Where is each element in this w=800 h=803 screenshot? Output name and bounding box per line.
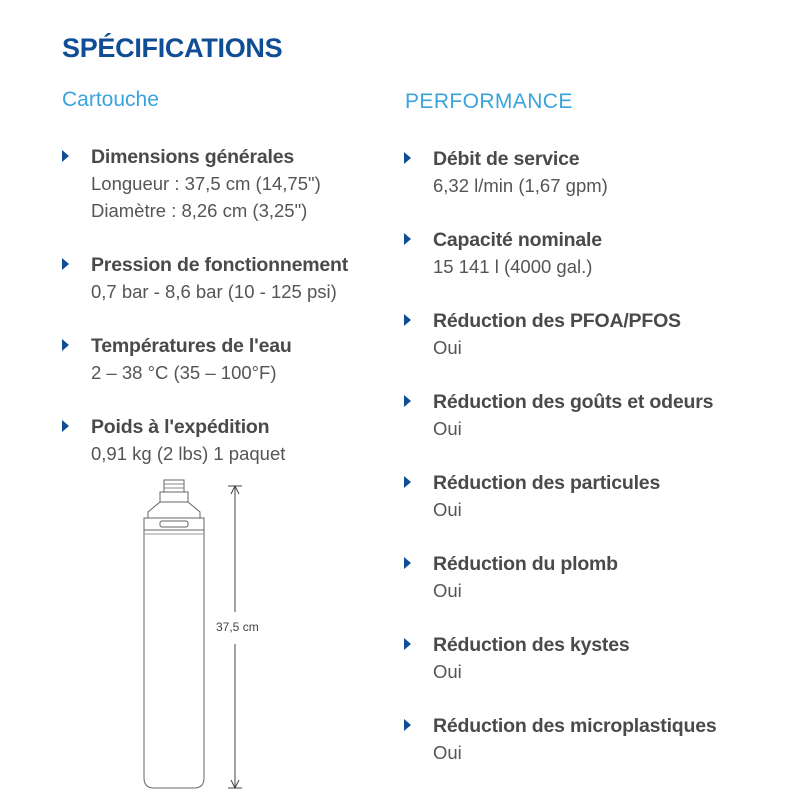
perf-value: Oui: [433, 661, 462, 682]
perf-label: Débit de service: [433, 148, 580, 170]
cartridge-diagram: [130, 478, 260, 798]
spec-value: Diamètre : 8,26 cm (3,25"): [91, 200, 308, 221]
bullet-arrow-icon: [62, 258, 69, 270]
performance-heading: PERFORMANCE: [405, 90, 573, 113]
bullet-arrow-icon: [404, 476, 411, 488]
spec-value: 0,7 bar - 8,6 bar (10 - 125 psi): [91, 281, 337, 302]
bullet-arrow-icon: [404, 152, 411, 164]
spec-value: Longueur : 37,5 cm (14,75"): [91, 173, 321, 194]
bullet-arrow-icon: [404, 233, 411, 245]
bullet-arrow-icon: [404, 395, 411, 407]
perf-value: Oui: [433, 580, 462, 601]
perf-label: Réduction des goûts et odeurs: [433, 391, 714, 413]
cartridge-shoulder: [148, 502, 200, 518]
spec-value: 0,91 kg (2 lbs) 1 paquet: [91, 443, 286, 464]
cartridge-body: [144, 530, 204, 788]
perf-value: Oui: [433, 499, 462, 520]
cartridge-neck: [160, 492, 188, 502]
cartridge-band: [144, 518, 204, 530]
page-title: SPÉCIFICATIONS: [62, 33, 283, 63]
spec-label: Températures de l'eau: [91, 335, 292, 357]
perf-label: Réduction des microplastiques: [433, 715, 717, 737]
bullet-arrow-icon: [404, 557, 411, 569]
dimension-label: 37,5 cm: [216, 620, 288, 634]
perf-value: Oui: [433, 742, 462, 763]
perf-value: 15 141 l (4000 gal.): [433, 256, 593, 277]
bullet-arrow-icon: [62, 420, 69, 432]
cartridge-cap: [164, 480, 184, 492]
perf-label: Capacité nominale: [433, 229, 602, 251]
spec-value: 2 – 38 °C (35 – 100°F): [91, 362, 277, 383]
perf-value: Oui: [433, 337, 462, 358]
perf-label: Réduction du plomb: [433, 553, 618, 575]
perf-label: Réduction des kystes: [433, 634, 630, 656]
perf-label: Réduction des particules: [433, 472, 661, 494]
perf-label: Réduction des PFOA/PFOS: [433, 310, 681, 332]
spec-label: Pression de fonctionnement: [91, 254, 349, 276]
bullet-arrow-icon: [62, 150, 69, 162]
bullet-arrow-icon: [404, 314, 411, 326]
bullet-arrow-icon: [404, 719, 411, 731]
cartouche-heading: Cartouche: [62, 88, 159, 111]
perf-value: Oui: [433, 418, 462, 439]
bullet-arrow-icon: [62, 339, 69, 351]
spec-label: Dimensions générales: [91, 146, 294, 168]
perf-value: 6,32 l/min (1,67 gpm): [433, 175, 608, 196]
spec-label: Poids à l'expédition: [91, 416, 270, 438]
bullet-arrow-icon: [404, 638, 411, 650]
